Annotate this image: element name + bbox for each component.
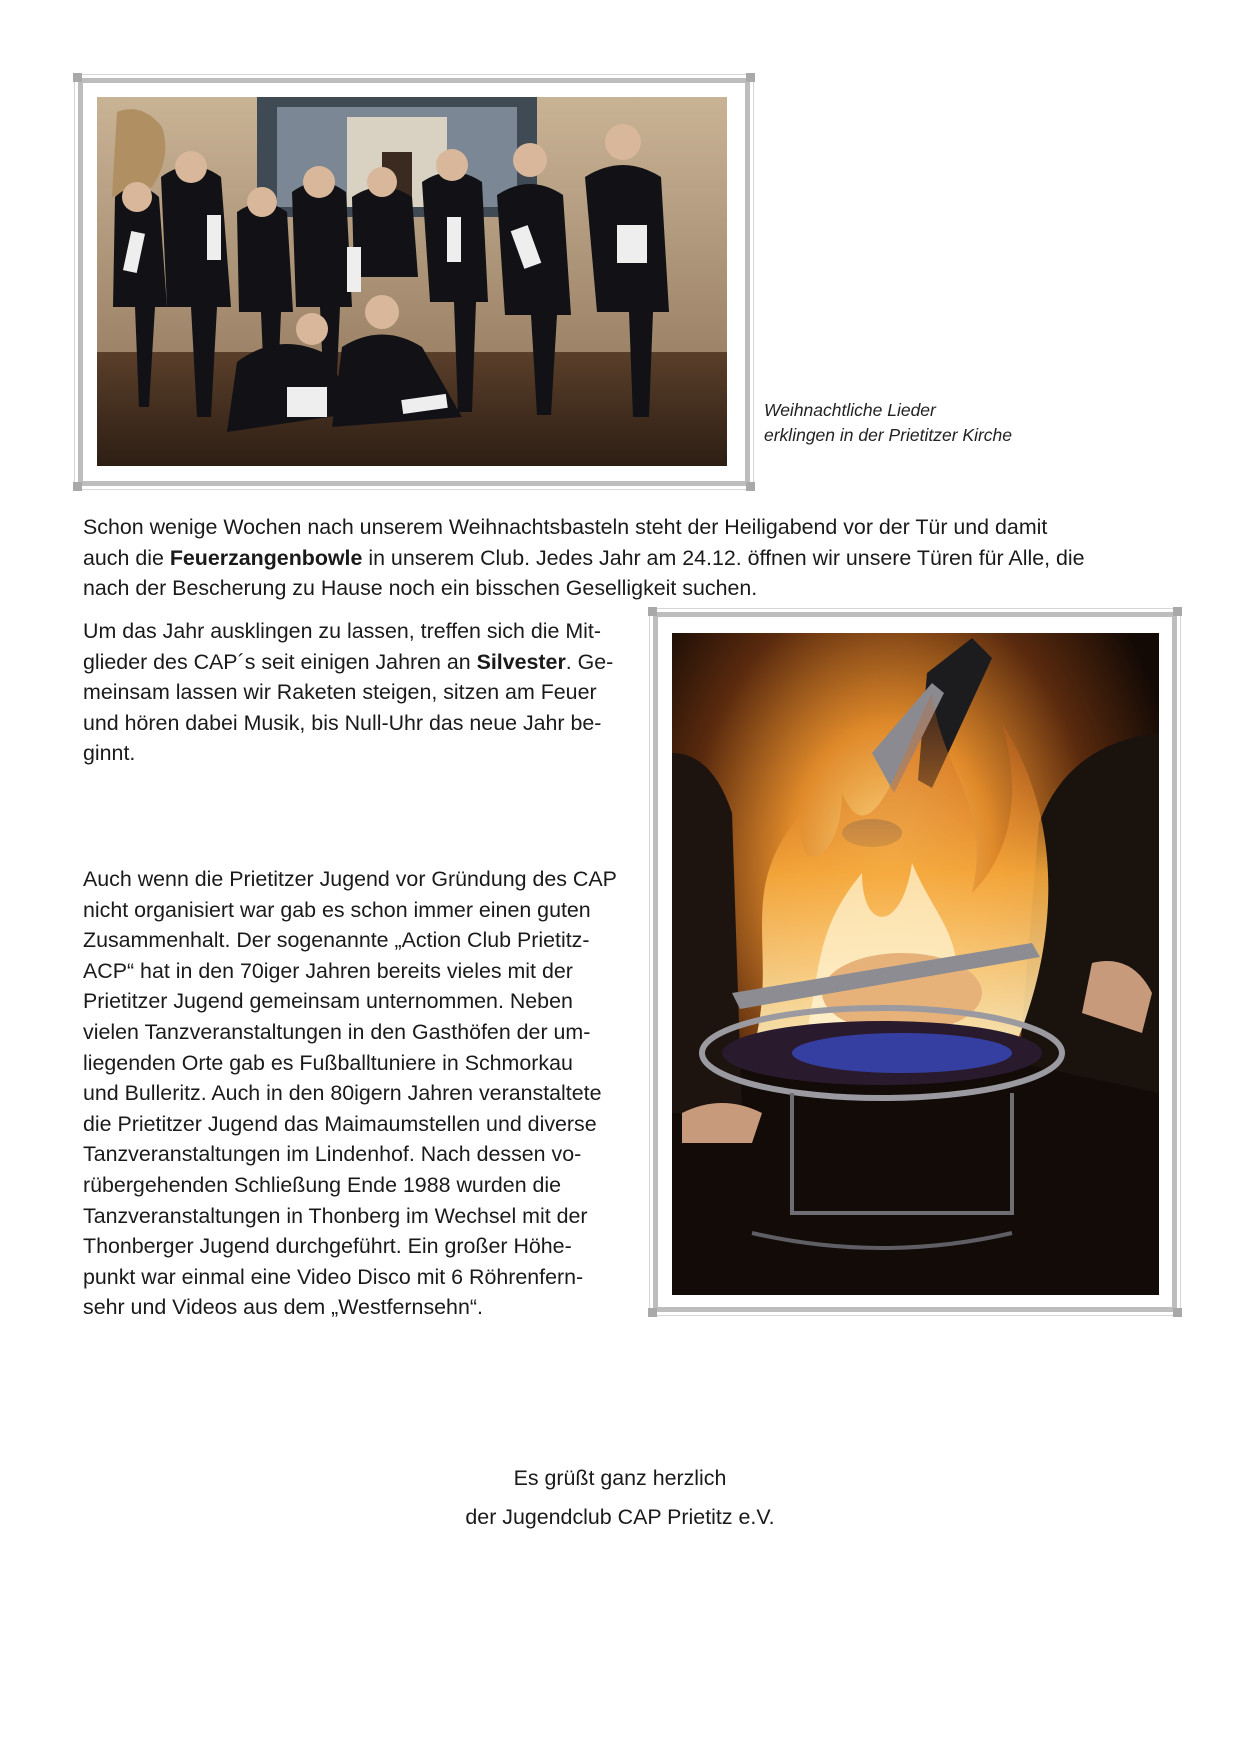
text-line: Thonberger Jugend durchgeführt. Ein großer Höhe- (83, 1234, 572, 1259)
text-line: vielen Tanzveranstaltungen in den Gasthöfen der um- (83, 1019, 591, 1044)
text-segment: glieder des CAP´s seit einigen Jahren an (83, 649, 477, 674)
text-line: Zusammenhalt. Der sogenannte „Action Club Prietitz- (83, 928, 590, 953)
frame-corner-ornament (648, 607, 657, 616)
paragraph-silvester (83, 616, 643, 769)
text-line: Tanzveranstaltungen in Thonberg im Wechsel mit der (83, 1203, 588, 1228)
choir-photo-illustration (97, 97, 727, 466)
text-line: die Prietitzer Jugend das Maimaumstellen und diverse (83, 1111, 597, 1136)
text-line: ginnt. (83, 741, 136, 766)
text-line: ACP“ hat in den 70iger Jahren bereits vieles mit der (83, 958, 573, 983)
paragraph-history (83, 864, 663, 1323)
bold-term-feuerzangenbowle: Feuerzangenbowle (169, 545, 363, 570)
text-line: Tanzveranstaltungen im Lindenhof. Nach dessen vo- (83, 1142, 582, 1167)
text-line: nach der Bescherung zu Hause noch ein bisschen Geselligkeit suchen. (83, 576, 758, 601)
text-segment: . Ge- (565, 649, 614, 674)
frame-corner-ornament (73, 482, 82, 491)
closing-greeting: Es grüßt ganz herzlich (513, 1466, 727, 1490)
frame-corner-ornament (746, 73, 755, 82)
frame-corner-ornament (746, 482, 755, 491)
choir-in-church-photo (97, 97, 727, 466)
frame-corner-ornament (1173, 607, 1182, 616)
text-line: rübergehenden Schließung Ende 1988 wurden die (83, 1172, 562, 1197)
text-segment: auch die (83, 545, 170, 570)
frame-corner-ornament (1173, 1308, 1182, 1317)
text-line (83, 543, 1173, 574)
caption-line: Weihnachtliche Lieder (764, 400, 936, 420)
caption-line: erklingen in der Prietitzer Kirche (764, 425, 1013, 445)
text-line (83, 647, 643, 678)
text-line: punkt war einmal eine Video Disco mit 6 Röhrenfern- (83, 1264, 584, 1289)
bold-term-silvester: Silvester (476, 649, 566, 674)
flames-photo-illustration (672, 633, 1159, 1295)
frame-corner-ornament (73, 73, 82, 82)
choir-photo-caption (764, 398, 1012, 448)
text-line: und Bulleritz. Auch in den 80igern Jahren veranstaltete (83, 1081, 602, 1106)
feuerzangenbowle-flames-photo (672, 633, 1159, 1295)
text-line: Schon wenige Wochen nach unserem Weihnachtsbasteln steht der Heiligabend vor der Tür und damit (83, 515, 1048, 539)
text-line: Prietitzer Jugend gemeinsam unternommen. Neben (83, 989, 573, 1014)
text-segment: in unserem Club. Jedes Jahr am 24.12. öffnen wir unsere Türen für Alle, die (362, 545, 1085, 570)
text-line: liegenden Orte gab es Fußballtuniere in Schmorkau (83, 1050, 573, 1075)
text-line: Auch wenn die Prietitzer Jugend vor Gründung des CAP (83, 867, 617, 891)
paragraph-feuerzangenbowle (83, 512, 1173, 604)
closing-signature: der Jugendclub CAP Prietitz e.V. (465, 1505, 775, 1529)
text-line: Um das Jahr ausklingen zu lassen, treffen sich die Mit- (83, 619, 601, 643)
text-line: nicht organisiert war gab es schon immer einen guten (83, 897, 591, 922)
text-line: meinsam lassen wir Raketen steigen, sitzen am Feuer (83, 680, 597, 705)
text-line: und hören dabei Musik, bis Null-Uhr das neue Jahr be- (83, 710, 602, 735)
text-line: sehr und Videos aus dem „Westfernsehn“. (83, 1295, 483, 1320)
